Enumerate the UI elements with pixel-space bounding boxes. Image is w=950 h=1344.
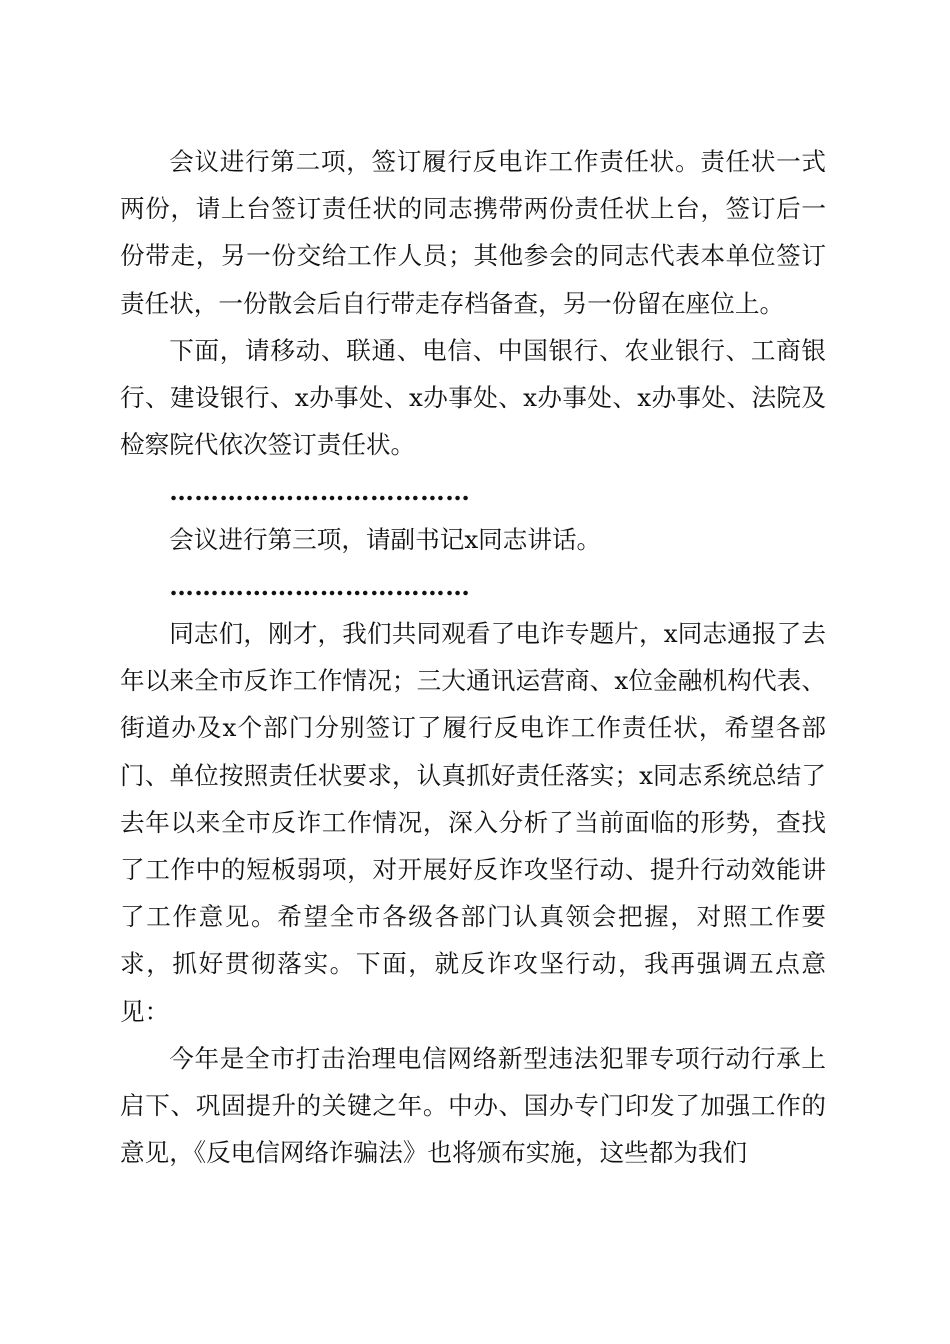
document-body	[120, 138, 826, 1176]
paragraph-speech-intro: 同志们，刚才，我们共同观看了电诈专题片，x同志通报了去年以来全市反诈工作情况；三大通讯运营商、x位金融机构代表、街道办及x个部门分别签订了履行反电诈工作责任状，希望各部门、单位按照责任状要求，认真抓好责任落实；x同志系统总结了去年以来全市反诈工作情况，深入分析了当前面临的形势，查找了工作中的短板弱项，对开展好反诈攻坚行动、提升行动效能讲了工作意见。希望全市各级各部门认真领会把握，对照工作要求，抓好贯彻落实。下面，就反诈攻坚行动，我再强调五点意见：	[120, 619, 826, 1026]
ellipsis-separator: ………………………………	[169, 571, 471, 601]
ellipsis-separator: ………………………………	[169, 477, 471, 507]
paragraph-signing-order: 下面，请移动、联通、电信、中国银行、农业银行、工商银行、建设银行、x办事处、x办事处、x办事处、x办事处、法院及检察院代依次签订责任状。	[120, 335, 826, 460]
paragraph-item-2-signing: 会议进行第二项，签订履行反电诈工作责任状。责任状一式两份，请上台签订责任状的同志携带两份责任状上台，签订后一份带走，另一份交给工作人员；其他参会的同志代表本单位签订责任状，一份散会后自行带走存档备查，另一份留在座位上。	[120, 147, 826, 318]
paragraph-speech-body: 今年是全市打击治理电信网络新型违法犯罪专项行动行承上启下、巩固提升的关键之年。中办、国办专门印发了加强工作的意见，《反电信网络诈骗法》也将颁布实施，这些都为我们	[120, 1043, 826, 1168]
paragraph-item-3-speech: 会议进行第三项，请副书记x同志讲话。	[169, 524, 602, 554]
